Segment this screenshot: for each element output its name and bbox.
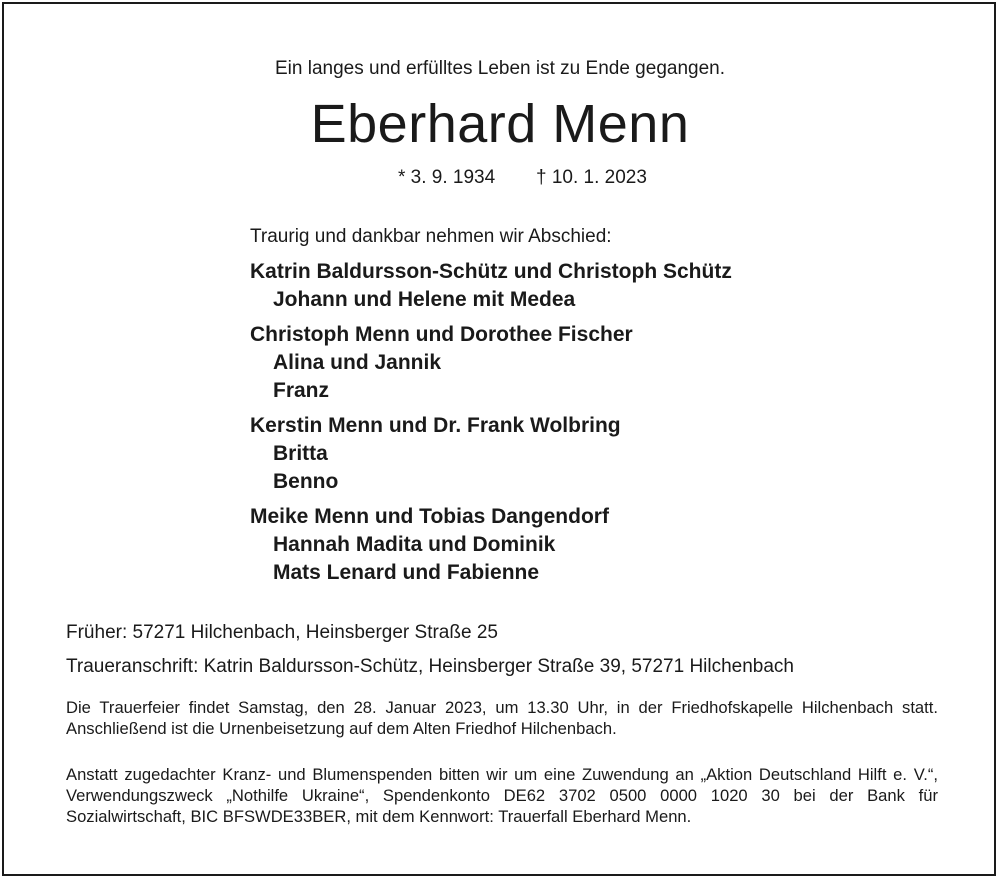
family-head: Kerstin Menn und Dr. Frank Wolbring [250,414,621,437]
mourners-list [250,224,950,594]
family-member: Franz [273,379,330,402]
family-member: Benno [273,470,339,493]
birth-date: * 3. 9. 1934 [398,167,496,188]
mourners-lead: Traurig und dankbar nehmen wir Abschied: [250,226,612,247]
family-group [250,412,950,496]
donation-paragraph: Anstatt zugedachter Kranz- und Blumenspenden bitten wir um eine Zuwendung an „Aktion Deutschland Hilft e. V.“, Verwendungszweck „Nothilfe Ukraine“, Spendenkonto DE62 3702 0500 0000 1020 30 bei der Bank für Sozialwirtschaft, BIC BFSWDE33BER, mit dem Kennwort: Trauerfall Eberhard Menn. [66,765,938,826]
family-member: Alina und Jannik [273,351,442,374]
family-head: Katrin Baldursson-Schütz und Christoph Schütz [250,260,732,283]
mourning-address: Traueranschrift: Katrin Baldursson-Schütz, Heinsberger Straße 39, 57271 Hilchenbach [66,656,795,677]
family-member: Johann und Helene mit Medea [273,288,576,311]
family-member: Britta [273,442,328,465]
family-head: Meike Menn und Tobias Dangendorf [250,505,609,528]
deceased-name: Eberhard Menn [310,94,690,154]
death-date: † 10. 1. 2023 [536,167,647,188]
family-group [250,503,950,587]
intro-line: Ein langes und erfülltes Leben ist zu Ende gegangen. [275,58,725,79]
family-group [250,258,950,314]
family-head: Christoph Menn und Dorothee Fischer [250,323,633,346]
family-member: Mats Lenard und Fabienne [273,561,540,584]
ceremony-paragraph: Die Trauerfeier findet Samstag, den 28. Januar 2023, um 13.30 Uhr, in der Friedhofskapelle Hilchenbach statt. Anschließend ist die Urnenbeisetzung auf dem Alten Friedhof Hilchenbach. [66,698,938,738]
former-address: Früher: 57271 Hilchenbach, Heinsberger Straße 25 [66,622,498,643]
family-member: Hannah Madita und Dominik [273,533,556,556]
family-group [250,321,950,405]
